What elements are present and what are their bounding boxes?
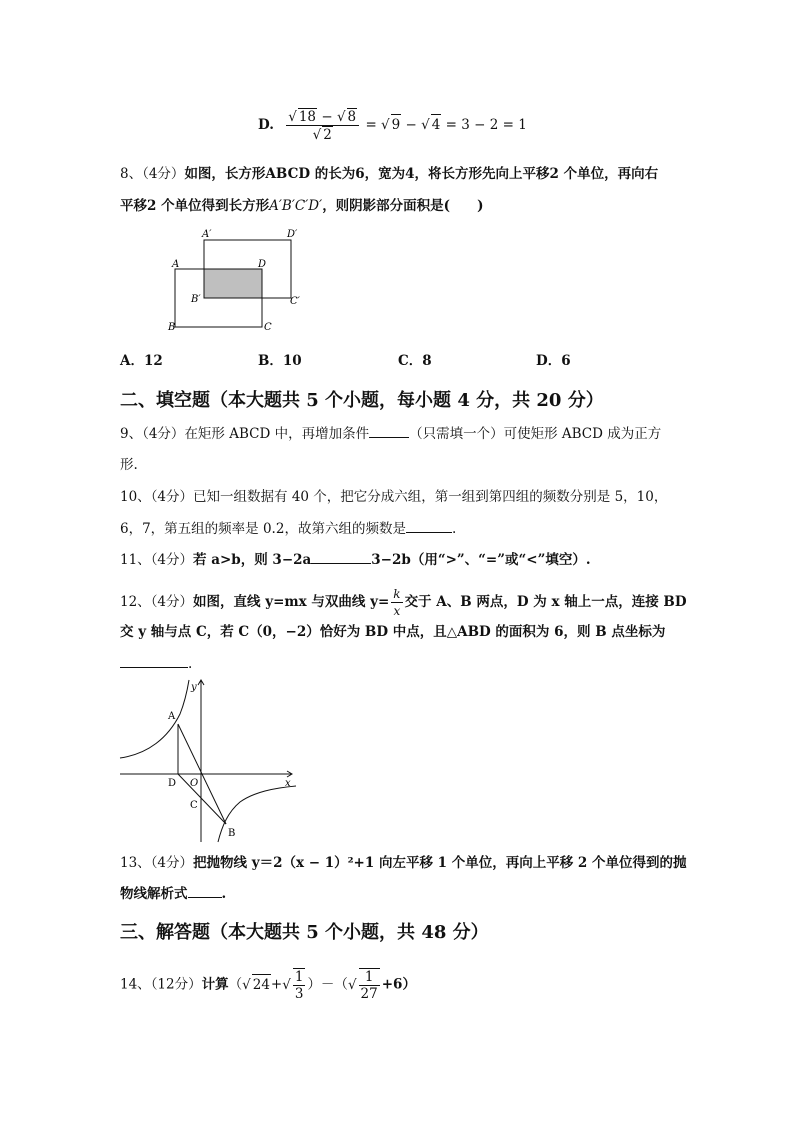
label-a: A — [172, 259, 180, 270]
q10-line2: 6，7，第五组的频率是 0.2，故第六组的频数是 . — [120, 521, 457, 537]
answer-blank[interactable] — [120, 655, 188, 668]
q12-line1: 12、（4分）如图，直线 y=mx 与双曲线 y= $\frac{k}{x}$ 交于 A、B 两点，D 为 x 轴上一点，连接 BD — [120, 587, 687, 618]
q13-line1: 13、（4分）把抛物线 y＝2（x − 1）²+1 向左平移 1 个单位，再向上平移 2 个单位得到的抛 — [120, 855, 687, 871]
q8-line1: 8、（4分）如图，长方形ABCD 的长为6，宽为4，将长方形先向上平移2 个单位，再向右 — [120, 166, 659, 182]
q8-option-b[interactable]: B．10 — [258, 353, 302, 369]
label-c-prime: C′ — [290, 296, 300, 307]
label-d: D — [168, 778, 177, 789]
answer-blank[interactable] — [369, 425, 409, 438]
label-b: B — [168, 322, 176, 333]
label-d: D — [258, 259, 267, 270]
q8-option-c[interactable]: C．8 — [398, 353, 432, 369]
answer-blank[interactable] — [406, 520, 452, 533]
label-o: O — [190, 778, 199, 789]
q8-option-a[interactable]: A．12 — [120, 353, 163, 369]
q9-line2: 形. — [120, 457, 138, 473]
q12-line3: . — [120, 654, 192, 674]
option-label: D. — [258, 117, 274, 133]
q11-line: 11、（4分）若 a>b，则 3−2a 3−2b（用“>”、“=”或“<”填空）. — [120, 552, 591, 568]
q14-line: 14、（12分）计算（√ 24+√ $\frac{1}{3}$ ）－（√ $\frac{1}{27}$ +6） — [120, 969, 416, 1002]
q7-option-d: D. $\frac{√ 18 - √ 8}{√ 2}$ = √ 9 − √ 4 = 3 − 2 = 1 — [258, 109, 527, 143]
label-y: y — [191, 682, 197, 693]
label-b: B — [228, 828, 236, 839]
label-a: A — [168, 711, 176, 722]
answer-blank[interactable] — [188, 885, 222, 898]
section-title-fill-blank: 二、填空题（本大题共 5 个小题，每小题 4 分，共 20 分） — [120, 390, 604, 411]
fraction: $\frac{√ 18 - √ 8}{√ 2}$ — [286, 108, 359, 143]
label-a-prime: A′ — [202, 229, 212, 240]
segment-db — [178, 774, 226, 824]
q9-line1: 9、（4分）在矩形 ABCD 中，再增加条件 （只需填一个）可使矩形 ABCD 成为正方 — [120, 426, 662, 442]
label-b-prime: B′ — [191, 294, 201, 305]
label-x: x — [285, 778, 291, 789]
hyperbola-left-branch — [120, 680, 189, 758]
label-c: C — [264, 322, 272, 333]
q8-rectangle-figure — [160, 226, 310, 336]
k-over-x: $\frac{k}{x}$ — [393, 587, 401, 618]
q8-line2: 平移2 个单位得到长方形A′B′C′D′，则阴影部分面积是( ) — [120, 198, 484, 214]
sqrt-one-27th: $\frac{1}{27}$ — [360, 969, 378, 1002]
q12-hyperbola-figure — [118, 676, 298, 844]
sqrt-one-third: $\frac{1}{3}$ — [294, 969, 304, 1002]
q12-line2: 交 y 轴与点 C，若 C（0，−2）恰好为 BD 中点，且△ABD 的面积为 6，则 B 点坐标为 — [120, 624, 666, 640]
section-title-solve: 三、解答题（本大题共 5 个小题，共 48 分） — [120, 922, 489, 943]
q10-line1: 10、（4分）已知一组数据有 40 个，把它分成六组，第一组到第四组的频数分别是 5，10， — [120, 489, 668, 505]
answer-blank[interactable] — [311, 551, 371, 564]
label-c: C — [190, 800, 198, 811]
q8-option-d[interactable]: D．6 — [536, 353, 571, 369]
q13-line2: 物线解析式 . — [120, 886, 227, 902]
shaded-region — [204, 269, 262, 298]
label-d-prime: D′ — [287, 229, 298, 240]
